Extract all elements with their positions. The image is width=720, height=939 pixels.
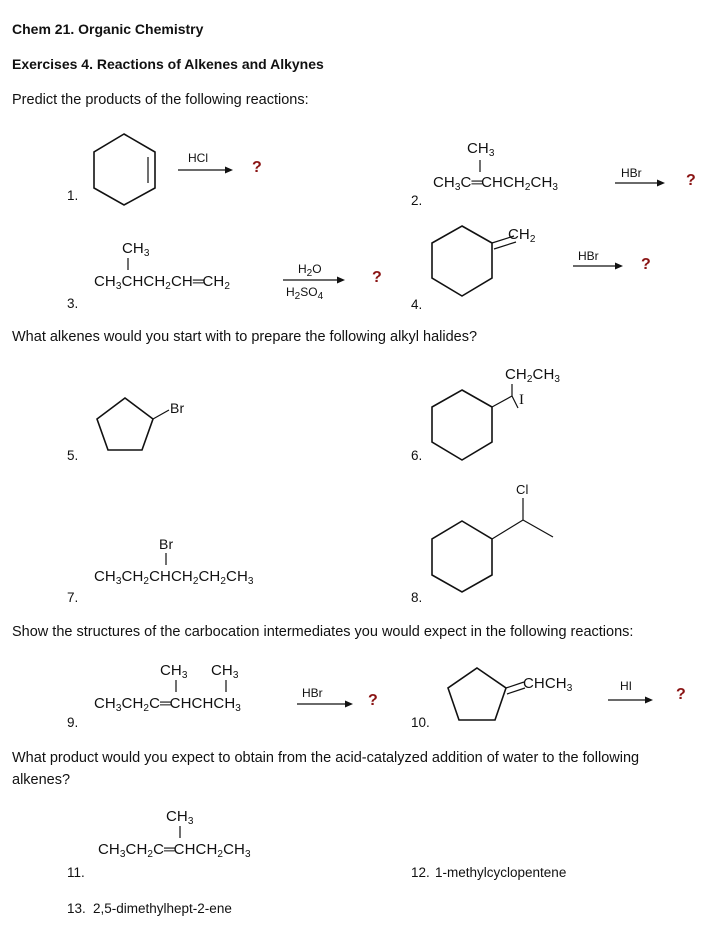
problem-6-number: 6. xyxy=(411,448,423,463)
methylenecyclohexane-ring xyxy=(432,226,516,296)
problem-4-answer: ? xyxy=(641,256,651,273)
problem-11-branch: $CH_3$ xyxy=(166,808,194,827)
problem-11-number: 11. xyxy=(67,865,85,880)
problem-3-structure: $CH_3CHCH_2CH═CH_2$ xyxy=(94,273,231,292)
problem-7-halogen: Br xyxy=(159,536,174,552)
problem-3-reagent-bottom: $H_2SO_4$ xyxy=(286,285,324,302)
problem-8-number: 8. xyxy=(411,590,423,605)
problem-8-halogen: Cl xyxy=(516,482,529,497)
problem-3-branch: $CH_3$ xyxy=(122,240,150,259)
problem-13-name: 2,5-dimethylhept-2-ene xyxy=(93,901,232,916)
problem-9-reagent: HBr xyxy=(302,686,323,700)
problem-12-number: 12. xyxy=(411,865,430,880)
problem-5-number: 5. xyxy=(67,448,79,463)
reaction-arrow-4 xyxy=(573,263,623,270)
problem-3-number: 3. xyxy=(67,296,79,311)
problem-7-number: 7. xyxy=(67,590,79,605)
problem-10-answer: ? xyxy=(676,686,686,703)
ethylidenecyclopentane-ring xyxy=(448,668,525,720)
chloro-chain-cyclohexane xyxy=(432,498,553,592)
problem-2-reagent: HBr xyxy=(621,166,642,180)
problem-2-branch: $CH_3$ xyxy=(467,140,495,159)
problem-10-number: 10. xyxy=(411,715,430,730)
section-a-prompt: Predict the products of the following reactions: xyxy=(12,92,309,108)
problem-9-branch-2: $CH_3$ xyxy=(211,662,239,681)
problem-9-answer: ? xyxy=(368,692,378,709)
iodo-ethylcyclohexane-ring xyxy=(432,384,518,460)
problem-12-name: 1-methylcyclopentene xyxy=(435,865,567,880)
problem-10-substituent: $CHCH_3$ xyxy=(523,675,573,694)
section-c-prompt: Show the structures of the carbocation intermediates you would expect in the following reactions: xyxy=(12,624,634,640)
section-d-prompt-line1: What product would you expect to obtain from the acid-catalyzed addition of water to the following xyxy=(12,750,640,766)
problem-9-number: 9. xyxy=(67,715,79,730)
problem-2-number: 2. xyxy=(411,193,423,208)
reaction-arrow-9 xyxy=(297,701,353,708)
problem-7-structure: $CH_3CH_2CHCH_2CH_2CH_3$ xyxy=(94,568,254,587)
course-title: Chem 21. Organic Chemistry xyxy=(12,21,204,37)
problem-10-reagent: HI xyxy=(620,679,632,693)
reaction-arrow-2 xyxy=(615,180,665,187)
reaction-arrow-10 xyxy=(608,697,653,704)
section-d-prompt-line2: alkenes? xyxy=(12,772,71,788)
section-b-prompt: What alkenes would you start with to prepare the following alkyl halides? xyxy=(12,329,478,345)
problem-13-number: 13. xyxy=(67,901,86,916)
problem-9-structure: $CH_3CH_2C═CHCHCH_3$ xyxy=(94,695,241,714)
problem-6-substituent: $CH_2CH_3$ xyxy=(505,366,561,385)
problem-1-number: 1. xyxy=(67,188,79,203)
cyclohexene-ring xyxy=(94,134,155,205)
problem-4-number: 4. xyxy=(411,297,423,312)
problem-4-substituent: $CH_2$ xyxy=(508,226,536,245)
problem-1-reagent: HCl xyxy=(188,151,208,165)
problem-9-branch-1: $CH_3$ xyxy=(160,662,188,681)
problem-5-halogen: Br xyxy=(170,400,185,416)
reaction-arrow-1 xyxy=(178,167,233,174)
problem-2-answer: ? xyxy=(686,172,696,189)
exercise-title: Exercises 4. Reactions of Alkenes and Alkynes xyxy=(12,56,324,72)
problem-6-halogen: I xyxy=(519,392,525,408)
problem-3-reagent-top: $H_2O$ xyxy=(298,262,322,279)
problem-1-answer: ? xyxy=(252,159,262,176)
bromocyclopentane-ring xyxy=(97,398,169,450)
problem-3-answer: ? xyxy=(372,269,382,286)
problem-11-structure: $CH_3CH_2C═CHCH_2CH_3$ xyxy=(98,841,251,860)
problem-2-structure: $CH_3C═CHCH_2CH_3$ xyxy=(433,174,559,193)
problem-4-reagent: HBr xyxy=(578,249,599,263)
